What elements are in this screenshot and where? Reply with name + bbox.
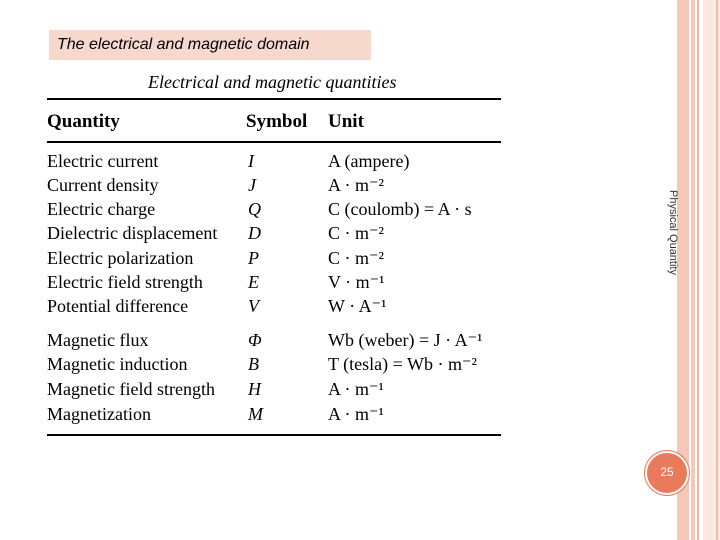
symbol-cell: B [248,354,259,374]
table-row [0,330,520,354]
header-quantity: Quantity [47,111,120,132]
symbol-cell: J [248,175,256,195]
table-row [0,296,520,320]
symbol-cell: D [248,223,261,243]
table-row [0,248,520,272]
page-number-badge [645,451,689,495]
quantity-cell: Electric current [47,151,159,171]
unit-cell: A (ampere) [328,151,410,171]
decorative-border-line [697,0,699,540]
table-caption: Electrical and magnetic quantities [148,72,397,92]
unit-cell: C · m⁻² [328,223,384,243]
quantity-cell: Electric field strength [47,272,203,292]
table-row [0,223,520,247]
table-row [0,379,520,403]
unit-cell: T (tesla) = Wb · m⁻² [328,354,477,374]
quantity-cell: Magnetization [47,404,151,424]
unit-cell: A · m⁻² [328,175,384,195]
symbol-cell: Φ [248,330,262,350]
symbol-cell: P [248,248,259,268]
unit-cell: W · A⁻¹ [328,296,387,316]
unit-cell: Wb (weber) = J · A⁻¹ [328,330,483,350]
table-row [0,175,520,199]
quantity-cell: Electric polarization [47,248,194,268]
quantity-cell: Current density [47,175,159,195]
decorative-border-line [716,0,718,540]
symbol-cell: V [248,296,259,316]
quantity-cell: Magnetic induction [47,354,188,374]
quantity-cell: Potential difference [47,296,189,316]
table-top-rule [47,98,501,100]
table-row [0,199,520,223]
symbol-cell: H [248,379,261,399]
table-row [0,151,520,175]
quantity-cell: Electric charge [47,199,156,219]
quantity-cell: Magnetic field strength [47,379,215,399]
unit-cell: A · m⁻¹ [328,404,384,424]
symbol-cell: I [248,151,254,171]
slide-title: The electrical and magnetic domain [57,36,310,53]
side-section-label: Physical Quantity [667,190,679,275]
header-symbol: Symbol [246,111,308,132]
unit-cell: A · m⁻¹ [328,379,384,399]
unit-cell: C · m⁻² [328,248,384,268]
table-row [0,272,520,296]
table-header-rule [47,141,501,143]
unit-cell: V · m⁻¹ [328,272,385,292]
unit-cell: C (coulomb) = A · s [328,199,472,219]
table-row [0,354,520,378]
header-unit: Unit [328,111,364,132]
decorative-border-stripe [691,0,695,540]
symbol-cell: M [248,404,263,424]
symbol-cell: E [248,272,259,292]
page-number: 25 [660,465,674,479]
table-row [0,404,520,428]
slide-title-box [49,30,371,60]
quantity-cell: Magnetic flux [47,330,149,350]
symbol-cell: Q [248,199,261,219]
quantity-cell: Dielectric displacement [47,223,218,243]
table-bottom-rule [47,434,501,436]
